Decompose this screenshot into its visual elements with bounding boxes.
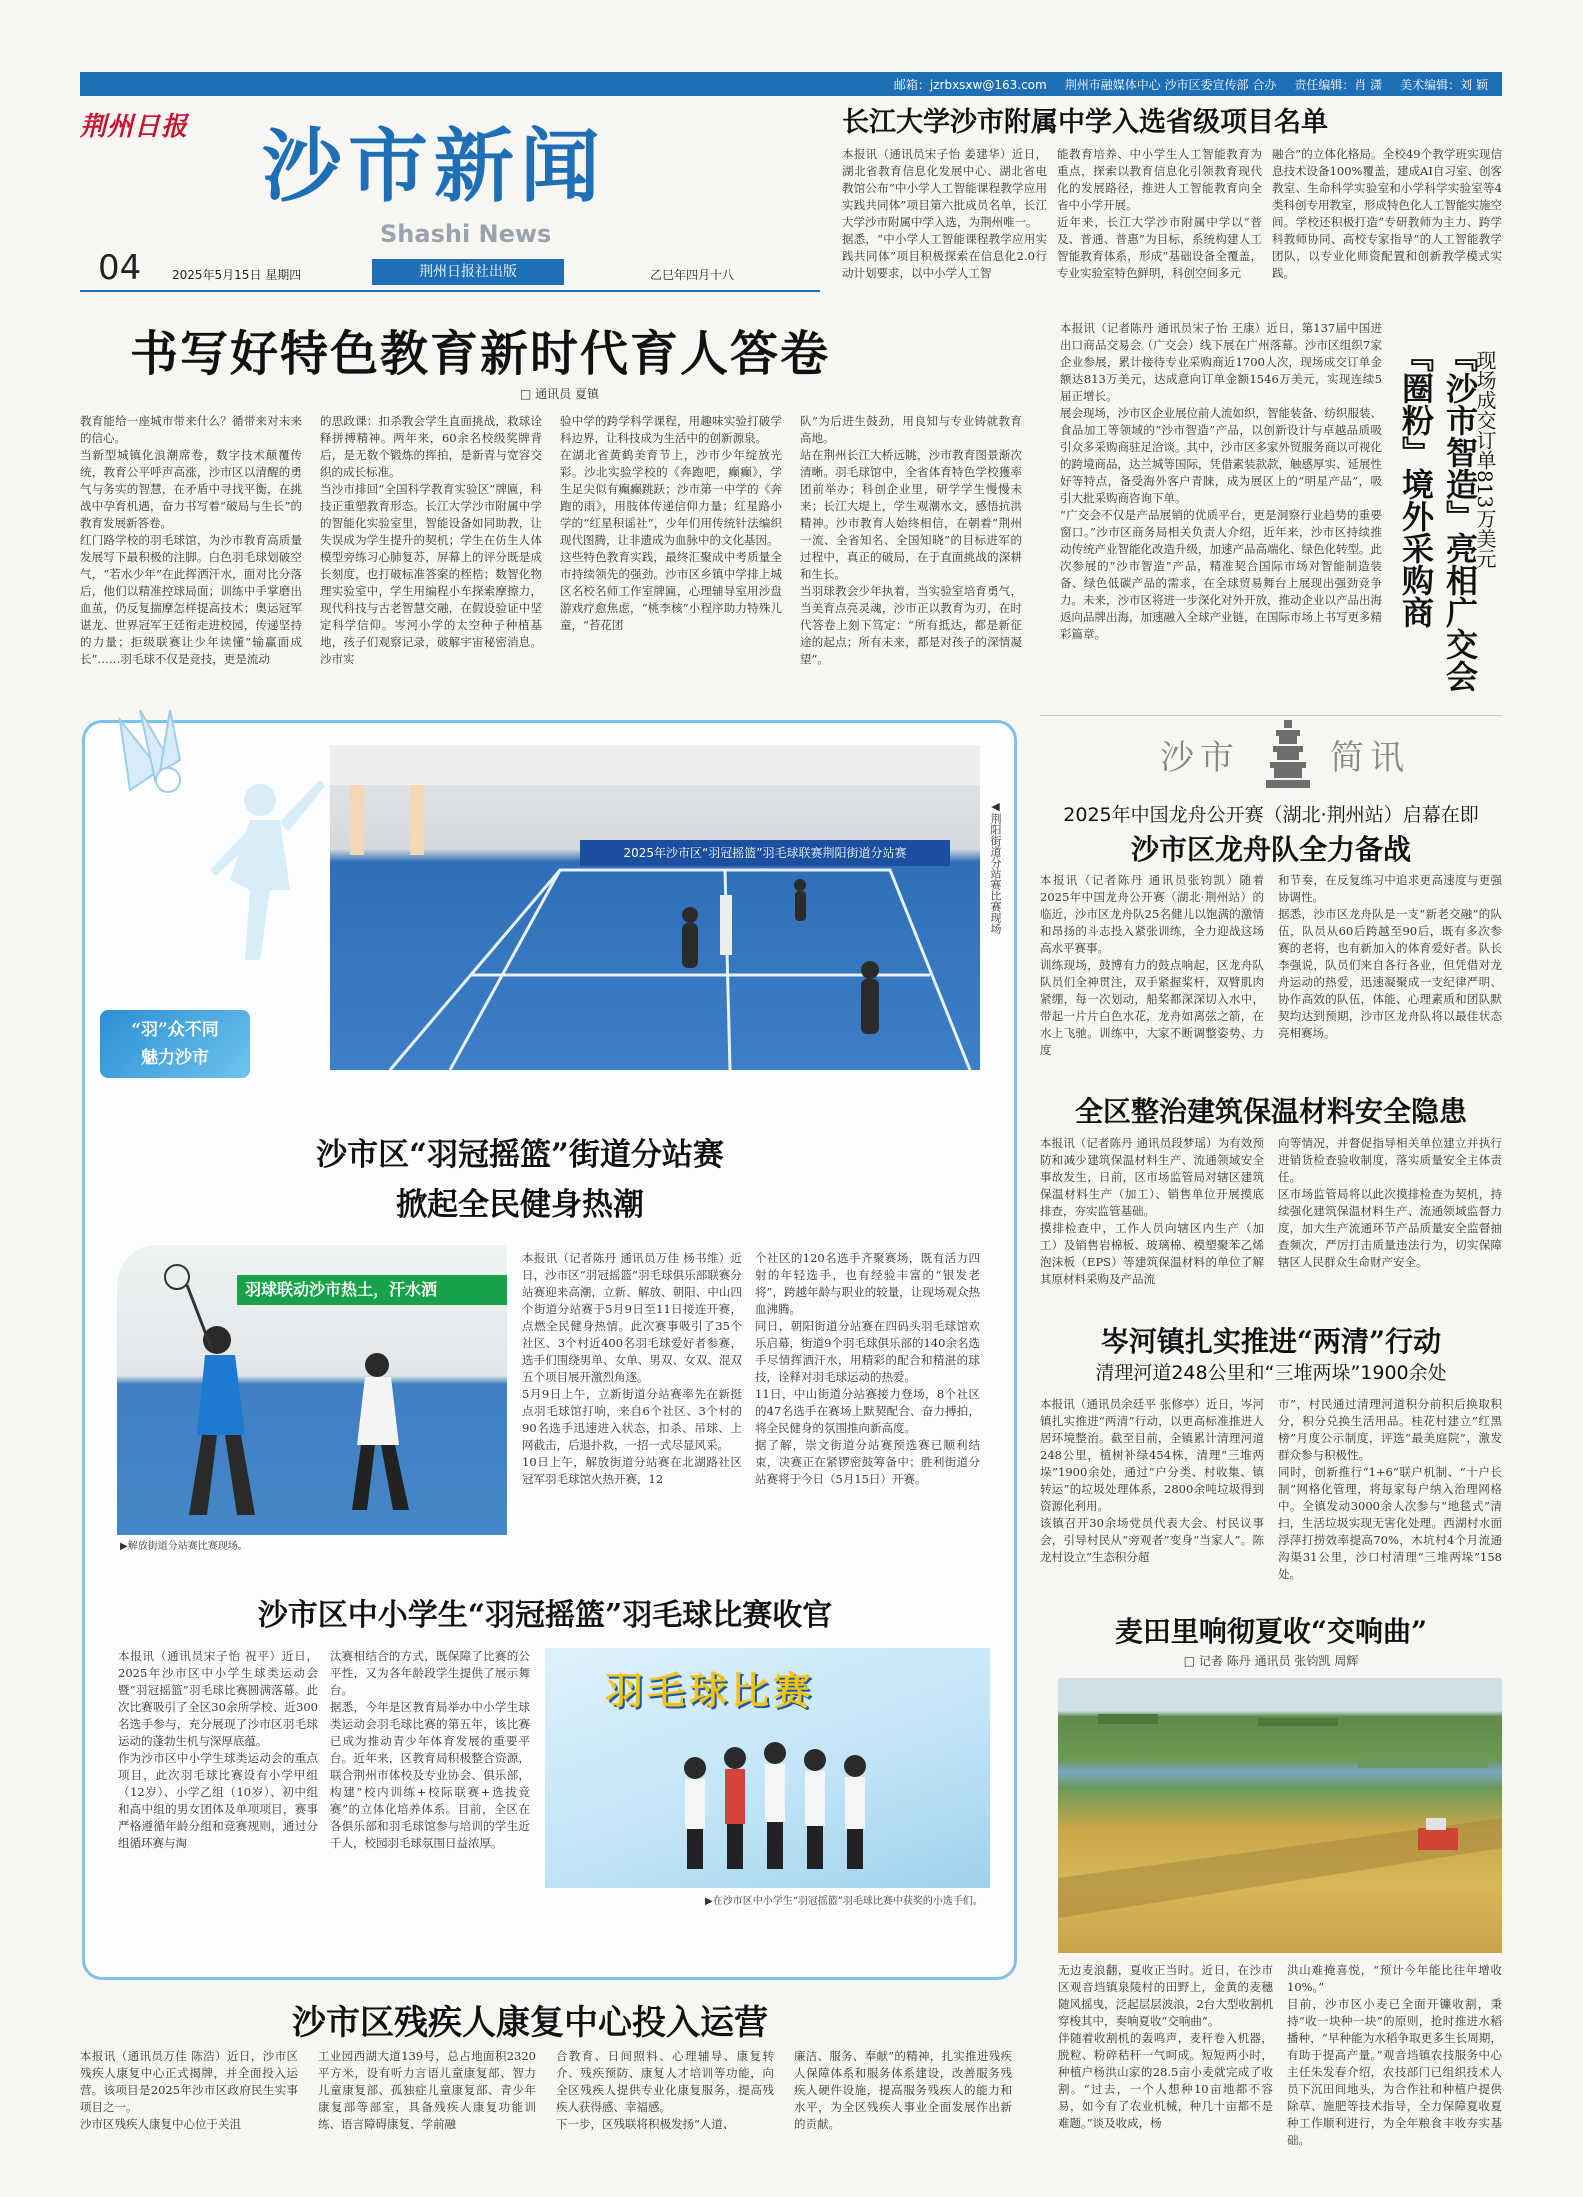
court-lines-icon <box>330 745 980 1070</box>
side-story-subtitle: 现场成交订单813万美元 <box>1473 350 1497 569</box>
feature-col-2: 的思政课：扣杀教会学生直面挑战，救球诠释拼搏精神。两年来，60余名校级奖牌背后，是无数个锻炼的挥拍，是新青与宽容交织的成长标准。 当沙市排回“全国科学教育实验区”牌匾，科技正重塑教育形态。长江大学沙市附属中学的智能化实验室里，智能设备如同助教，让失误成为学生提升的契机；学生在仿生人体模型旁练习心肺复苏，屏幕上的评分既是成长刻度，也打破标准答案的桎梏；数智化物理实验室中，学生用编程小车探索摩擦力，现代科技与古老智慧交融，在假设验证中坚定科学信仰。岑河小学的太空种子种植基地，孩子们观察记录，破解宇宙秘密消息。沙市实 <box>320 414 542 666</box>
article-col-3: 融合”的立体化格局。全校49个教学班实现信息技术设备100%覆盖，建成AI自习室、创客教室、生命科学实验室和小学科学实验室等4类科创专用教室，形成特色化人工智能实施空间。学校还积极打造“专研教师为主力、跨学科教师协同、高校专家指导”的人工智能教学团队，以专业化师资配置和创新教学模式实践。 <box>1272 147 1502 280</box>
page-number: 04 <box>98 248 142 288</box>
harvester-icon <box>1058 1678 1502 1953</box>
feature-col-4: 队”为后进生鼓劲，用良知与专业铸就教育高地。 站在荆州长江大桥远眺，沙市教育图景渐次清晰。羽毛球馆中，全省体育特色学校獲率团前举办；科创企业里，研学学生慢慢未来；长江大堤上，学生观潮水文，感悟抗洪精神。沙市教育人始终相信，在朝着“荆州一流、全省知名、全国知晓”的目标进军的过程中，真正的破局，在于直面挑战的深耕和生长。 当羽球教会少年执着，当实验室培育勇气，当美育点亮灵魂，沙市正以教育为刃，在时代答卷上刻下笃定：“所有抵达，都是新征途的起点；所有未来，都是对孩子的深情凝望”。 <box>800 414 1022 666</box>
lunar-date: 乙巳年四月十八 <box>650 268 735 282</box>
wheat-col-1: 无边麦浪翻，夏收正当时。近日，在沙市区观音垱镇泉陵村的田野上，金黄的麦穗随风摇曳，泛起层层波浪，2台大型收割机穿梭其中，奏响夏收“交响曲”。 伴随着收割机的轰鸣声，麦秆卷入机器，脱粒、粉碎秸秆一气呵成。短短两小时，种植户杨洪山家的28.5亩小麦就完成了收割。“过去，一个人想种10亩地都不容易，如今有了农业机械，种几十亩都不是难题。”谈及收成，杨 <box>1058 1963 1273 2130</box>
article-col-2: 能教育培养、中小学生人工智能教育为重点，探索以教育信息化引领教育现代化的发展路径，推进人工智能教育向全省中小学开展。 近年来，长江大学沙市附属中学以“普及、普通、普惠”为目标，系统构建人工智能教育体系，形成“基础设备全覆盖，专业实验室特色鲜明，科创空间多元 <box>1057 147 1262 280</box>
side-story-title-1: 『沙市智造』亮相广交会 <box>1441 340 1479 692</box>
side-story-canton-fair <box>1060 320 1502 710</box>
article-col-1: 本报讯（通讯员宋子怡 姜建华）近日，湖北省教育信息化发展中心、湖北省电教馆公布“中小学人工智能课程教学应用实践共同体”项目第六批成员名单，长江大学沙市附属中学入选，为荆州唯一。 据悉，“中小学人工智能课程教学应用实践共同体”项目积极探索在信息化2.0行动计划要求，以中小学人工智 <box>842 147 1047 280</box>
badminton-title-1: 沙市区“羽冠摇篮”街道分站赛 <box>316 1137 724 1173</box>
artist-text: 美术编辑：刘 颖 <box>1400 77 1488 92</box>
issue-date: 2025年5月15日 星期四 <box>172 268 302 282</box>
brief-header-left: 沙市 <box>1160 738 1240 778</box>
article-ai-school <box>842 100 1502 300</box>
rehab-col-1: 本报讯（通讯员万佳 陈浩）近日，沙市区残疾人康复中心正式揭牌，并全面投入运营。该项目是2025年沙市区政府民生实事项目之一。 沙市区残疾人康复中心位于关沮 <box>80 2049 298 2131</box>
youth-col-2: 汰赛相结合的方式，既保障了比赛的公平性，又为各年龄段学生提供了展示舞台。 据悉，今年是区教育局举办中小学生球类运动会羽毛球比赛的第五年，该比赛已成为推动青少年体育发展的重要平台。近年来，区教育局积极整合资源，联合荆州市体校及专业协会、俱乐部，构建“校内训练+校际联赛+选拔竞赛”的立体化培养体系。目前，全区在各俱乐部和羽毛球馆参与培训的学生近千人，校园羽毛球氛围日益浓厚。 <box>330 1649 530 1850</box>
badminton-badge <box>100 1010 250 1078</box>
badminton-title-2: 掀起全民健身热潮 <box>396 1187 644 1223</box>
photo-jingyang-caption: ◀荆阳街道分站赛比赛现场 <box>989 800 1002 934</box>
stadium-banner: 2025年沙市区“羽冠摇篮”羽毛球联赛荆阳街道分站赛 <box>580 840 950 866</box>
article-title: 长江大学沙市附属中学入选省级项目名单 <box>842 107 1328 138</box>
photo-jingyang-match <box>330 745 980 1070</box>
side-story-title-2: 『圈粉』境外采购商 <box>1397 340 1435 628</box>
masthead-rule <box>80 290 820 292</box>
top-info-bar <box>80 72 1502 96</box>
youth-banner: 羽毛球比赛 <box>605 1668 816 1713</box>
badminton-headline <box>170 1130 870 1230</box>
insulation-title: 全区整治建筑保温材料安全隐患 <box>1074 1095 1467 1128</box>
badge-line-2: 魅力沙市 <box>141 1048 209 1068</box>
brief-rule-top <box>1040 715 1502 716</box>
wheat-byline: □ 记者 陈丹 通讯员 张钧凯 周辉 <box>1183 1654 1359 1668</box>
side-story-text: 本报讯（记者陈丹 通讯员宋子怡 王康）近日，第137届中国进出口商品交易会（广交会）线下展在广州落幕。沙市区组织7家企业参展，累计接待专业采购商近1700人次，现场成交订单金额达813万美元，达成意向订单金额1546万美元，实现连续5届正增长。 展会现场，沙市区企业展位前人流如织，智能装备、纺织服装、食品加工等领域的“沙市智造”产品，以创新设计与卓越品质吸引众多采购商驻足洽谈。其中，沙市区多家外贸服务商以可视化的跨境商品，达兰城等国际，凭借素装款款，触感厚实、延展性好等特点，备受海外客户青睐，成为展区上的“明星产品”，吸引大批采购商咨询下单。 “广交会不仅是产品展销的优质平台，更是洞察行业趋势的重要窗口。”沙市区商务局相关负责人介绍，近年来，沙市区持续推动传统产业智能化改造升级，加速产品高端化、绿色化转型。此次参展的“沙市智造”产品，精准契合国际市场对智能制造装备、绿色低碳产品的需求，在全球贸易舞台上展现出强劲竞争力。未来，沙市区将进一步深化对外开放，推动企业以产品出海返向品牌出海，加速融入全球产业链，在国际市场上书写更多精彩篇章。 <box>1060 321 1382 641</box>
dragon-col-1: 本报讯（记者陈丹 通讯员张钧凯）随着2025年中国龙舟公开赛（湖北·荆州站）的临近，沙市区龙舟队25名健儿以饱满的激情和昂扬的斗志投入紧张训练，全力迎战这场高水平赛事。 训练现场，鼓博有力的鼓点响起，区龙舟队队员们全神贯注，双手紧握桨杆，双臂肌肉紧绷，每一次划动，船桨都深深切入水中，带起一片片白色水花，龙舟如离弦之箭，在水上飞驰。训练中，大家不断调整姿势、力度 <box>1040 873 1264 1057</box>
photo-jiefang-match <box>117 1245 507 1535</box>
joint-text: 荆州市融媒体中心 沙市区委宣传部 合办 <box>1064 77 1277 92</box>
rehab-col-3: 合教育、日间照料、心理辅导、康复转介、残疾预防、康复人才培训等功能，向全区残疾人提供专业化康复服务，提高残疾人获得感、幸福感。 下一步，区残联将积极发扬“人道、 <box>556 2049 774 2131</box>
river-title: 岑河镇扎实推进“两清”行动 <box>1100 1325 1442 1358</box>
rehab-col-4: 廉洁、服务、奉献”的精神，扎实推进残疾人保障体系和服务体系建设，改善服务残疾人硬件设施，提高服务残疾人的能力和水平，为全区残疾人事业全面发展作出新的贡献。 <box>794 2049 1012 2131</box>
river-col-1: 本报讯（通讯员余廷平 张修亭）近日，岑河镇扎实推进“两清”行动，以更高标准推进人居环境整治。截至目前，全镇累计清理河道248公里，植树补绿454株，清理“三堆两垛”1900余处，通过“户分类、村收集、镇转运”的垃圾处理体系，2800余吨垃圾得到资源化利用。 该镇召开30余场党员代表大会、村民议事会，引导村民从“旁观者”变身“当家人”。陈龙村设立“生态积分超 <box>1040 1397 1264 1564</box>
newspaper-logo: 荆州日报 <box>80 112 189 142</box>
badminton-col-1: 本报讯（记者陈丹 通讯员万佳 杨书维）近日，沙市区“羽冠摇篮”羽毛球俱乐部联赛分站赛迎来高潮，立新、解放、朝阳、中山四个街道分站赛于5月9日至11日接连开赛，点燃全民健身热情。此次赛事吸引了35个社区、3个村近400名羽毛球爱好者参赛，选手们围绕男单、女单、男双、女双、混双五个项目展开激烈角逐。 5月9日上午，立新街道分站赛率先在新挺点羽毛球馆打响，来自6个社区、3个村的90名选手迅速进入状态，扣杀、吊球、上网截击，后退扑救，一招一式尽显风采。 10日上午，解放街道分站赛在北湖路社区冠军羽毛球馆火热开赛，12 <box>522 1251 742 1486</box>
feature-col-3: 验中学的跨学科学课程，用趣味实验打破学科边界，让科技成为生活中的创新源泉。 在湖北省黄鹤美育节上，沙市少年绽放光彩。沙北实验学校的《奔跑吧，癫癫》，学生足尖似有癫癫跳跃；沙市第一中学的《奔跑的雨》，用肢体传递信仰力量；红星路小学的“红星积谣社”，少年们用传统针法编织现代图腾，让非遗成为血脉中的文化基因。 这些特色教育实践，最终汇聚成中考质量全市持续领先的强劲。沙市区乡镇中学排上城区名校名师工作室牌匾，心理辅导室用沙盘游戏疗愈焦虑，“桃李核”小程序助力特殊儿童，“苔花团 <box>560 414 782 632</box>
winners-icon <box>545 1648 990 1888</box>
feature-title: 书写好特色教育新时代育人答卷 <box>130 326 831 382</box>
photo-jiefang-caption: ▶解放街道分站赛比赛现场。 <box>120 1541 248 1552</box>
feature-byline: □ 通讯员 夏镇 <box>520 387 599 401</box>
brief-header <box>1130 718 1450 790</box>
wheat-col-2: 洪山难掩喜悦，“预计今年能比往年增收10%。” 目前，沙市区小麦已全面开镰收割，秉持“收一块种一块”的原则，抢时推进水稻播种，“早种能为水稻争取更多生长周期，有助于提高产量。”观音垱镇农技服务中心主任朱发春介绍，农技部门已组织技术人员下沉田间地头，为合作社和种植户提供除草、施肥等技术指导，全力保障夏收夏种工作顺利进行，为全年粮食丰收夯实基础。 <box>1287 1963 1502 2147</box>
photo-youth-winners <box>545 1648 990 1888</box>
publisher-badge: 荆州日报社出版 <box>372 259 564 285</box>
pagoda-icon <box>1260 718 1316 790</box>
river-subtitle: 清理河道248公里和“三堆两垛”1900余处 <box>1095 1362 1447 1384</box>
email-text[interactable]: 邮箱：jzrbxsxw@163.com <box>893 77 1047 92</box>
badminton-col-2: 个社区的120名选手齐聚赛场，既有活力四射的年轻选手，也有经验丰富的“银发老将”，跨越年龄与职业的较量，让现场观众热血沸腾。 同日，朝阳街道分站赛在四码头羽毛球馆欢乐启幕，街道9个羽毛球俱乐部的140余名选手尽情挥洒汗水，用精彩的配合和精湛的球技，诠释对羽毛球运动的热爱。 11日，中山街道分站赛接力登场，8个社区的47名选手在赛场上默契配合、奋力搏拍，将全民健身的氛围推向新高度。 据了解，崇文街道分站赛预选赛已顺利结束，决赛正在紧锣密鼓筹备中；胜利街道分站赛将于今日（5月15日）开赛。 <box>755 1251 980 1486</box>
river-col-2: 市”，村民通过清理河道积分前积后换取积分，积分兑换生活用品。桂花村建立“红黑榜”月度公示制度，评选“最美庭院”，激发群众参与积极性。 同时，创新推行“1+6”联户机制、“十户长制”网格化管理，将每家每户纳入治理网格中。全镇发动3000余人次参与“地毯式”清扫，生活垃圾实现无害化处理。西湖村水面浮萍打捞效率提高70%，木坑村4个月流通沟渠31公里，沙口村清理“三堆两垛”158处。 <box>1278 1397 1502 1581</box>
badge-line-1: “羽”众不同 <box>131 1020 219 1040</box>
youth-headline: 沙市区中小学生“羽冠摇篮”羽毛球比赛收官 <box>257 1598 833 1633</box>
hall-banner: 羽球联动沙市热土，汗水洒 <box>237 1275 507 1305</box>
rehab-headline: 沙市区残疾人康复中心投入运营 <box>292 2003 768 2043</box>
wheat-title: 麦田里响彻夏收“交响曲” <box>1114 1615 1428 1648</box>
dragon-title: 沙市区龙舟队全力备战 <box>1130 833 1411 866</box>
feature-col-1: 教育能给一座城市带来什么？循带来对未来的信心。 当新型城镇化浪潮席卷，数字技术颠覆传统，教育公平呼声高涨，沙市区以清醒的勇气与务实的智慧，在矛盾中寻找平衡，在挑战中孕育机遇，奋力书写着“破局与生长”的教育发展新答卷。 红门路学校的羽毛球馆，为沙市教育高质量发展写下最积极的注脚。白色羽毛球划破空气，“若水少年”在此挥洒汗水，面对比分落后，他们以精准控球局面；训练中手掌磨出血茧，仍反复揣摩怎样提高技术；奥运冠军谌龙、世界冠军王廷衔走进校园，传递坚持的力量；拒级联赛让少年读懂“输赢面成长”……羽毛球不仅是竞技，更是流动 <box>80 414 302 666</box>
section-title: 沙市新闻 <box>262 119 606 213</box>
rehab-col-2: 工业园西湖大道139号，总占地面积2320平方米，设有听力言语儿童康复部、智力儿童康复部、孤独症儿童康复部、青少年康复部等部室，具备残疾人康复功能训练、语言障碍康复、学前融 <box>318 2049 536 2131</box>
insulation-col-1: 本报讯（记者陈丹 通讯员段梦瑶）为有效预防和减少建筑保温材料生产、流通领域安全事故发生，日前，区市场监管局对辖区建筑保温材料生产（加工）、销售单位开展摸底排查，夯实监管基础。 摸排检查中，工作人员向辖区内生产（加工）及销售岩棉板、玻璃棉、模塑聚苯乙烯泡沫板（EPS）等建筑保温材料的单位了解其原材料采购及产品流 <box>1040 1136 1264 1286</box>
dragon-kicker: 2025年中国龙舟公开赛（湖北·荆州站）启幕在即 <box>1063 804 1479 826</box>
photo-youth-caption: ▶在沙市区中小学生“羽冠摇篮”羽毛球比赛中获奖的小选手们。 <box>705 1896 983 1907</box>
section-english: Shashi News <box>380 220 552 248</box>
players-icon <box>117 1245 507 1535</box>
dragon-col-2: 和节奏，在反复练习中追求更高速度与更强协调性。 据悉，沙市区龙舟队是一支“新老交融”的队伍，队员从60后跨越至90后，既有多次参赛的老将，也有新加入的体育爱好者。队长李强说，队员们来自各行各业，但凭借对龙舟运动的热爱，迅速凝聚成一支纪律严明、协作高效的队伍，体能、心理素质和团队默契均达到预期，沙市区龙舟队将以最佳状态亮相赛场。 <box>1278 873 1502 1040</box>
badminton-player-decoration-icon <box>150 760 330 980</box>
insulation-col-2: 向等情况，并督促指导相关单位建立并执行进销货检查验收制度，落实质量安全主体责任。 区市场监管局将以此次摸排检查为契机，持续强化建筑保温材料生产、流通领域监督力度，加大生产流通环节产品质量安全监督抽查频次，严厉打击质量违法行为，切实保障辖区人民群众生命财产安全。 <box>1278 1136 1502 1269</box>
editor-text: 责任编辑：肖 潇 <box>1294 77 1383 92</box>
masthead <box>80 96 820 296</box>
youth-col-1: 本报讯（通讯员宋子怡 祝平）近日，2025年沙市区中小学生球类运动会暨“羽冠摇篮”羽毛球比赛圆满落幕。此次比赛吸引了全区30余所学校、近300名选手参与，充分展现了沙市区羽毛球运动的蓬勃生机与深厚底蕴。 作为沙市区中小学生球类运动会的重点项目，此次羽毛球比赛设有小学甲组（12岁）、小学乙组（10岁）、初中组和高中组的男女团体及单项项目，赛事严格遵循年龄分组和竞赛规则，通过分组循环赛与淘 <box>118 1649 318 1850</box>
feature-article <box>80 305 1032 705</box>
photo-wheat-field <box>1058 1678 1502 1953</box>
brief-header-right: 简讯 <box>1330 738 1410 778</box>
